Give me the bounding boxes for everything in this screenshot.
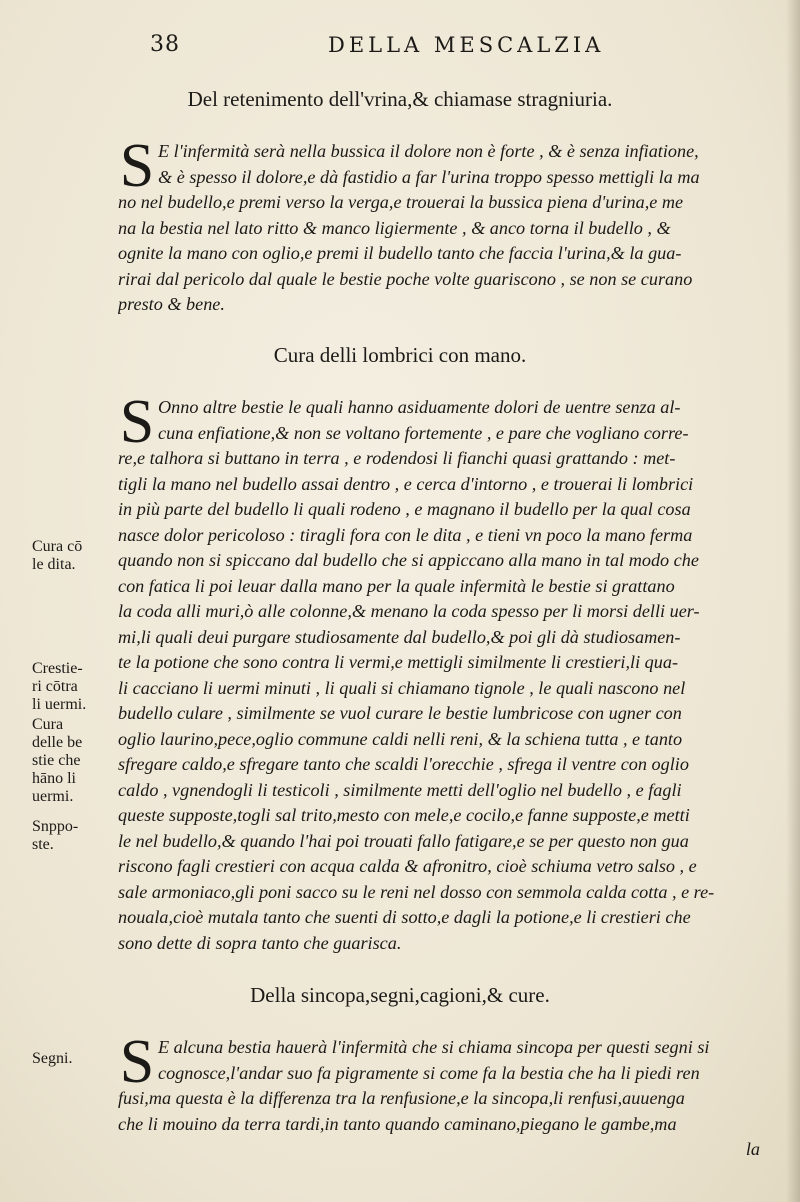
text-line: tigli la mano nel budello assai dentro , e cerca d'intorno , e trouerai li lombrici: [118, 473, 694, 494]
text-line: le nel budello,& quando l'hai poi trouati fallo fatigare,e se per questo non gua: [118, 830, 689, 851]
text-line: budello culare , similmente se vuol curare le bestie lumbricose con ugner con: [118, 703, 682, 723]
text-line: rirai dal pericolo dal quale le bestie poche volte guariscono , se non se curano: [118, 268, 693, 289]
text-line: sfregare caldo,e sfregare tanto che scaldi l'orecchie , sfrega il ventre con oglio: [118, 754, 689, 774]
text-line: oglio laurino,pece,oglio commune caldi nelli reni, & la schiena tutta , e tanto: [118, 728, 683, 749]
margin-note-supposte: [32, 818, 116, 854]
text-line: mi,li quali deui purgare studiosamente dal budello,& poi gli dà studiosamen-: [118, 626, 681, 647]
margin-note-cura-delle-bestie: [32, 716, 116, 806]
margin-note-line: Segni.: [32, 1050, 73, 1067]
margin-note-crestieri: [32, 660, 116, 714]
text-line: ognite la mano con oglio,e premi il budello tanto che faccia l'urina,& la gua-: [118, 243, 682, 263]
drop-cap: S: [119, 1028, 155, 1096]
text-line: E alcuna bestia hauerà l'infermità che si chiama sincopa per questi segni si: [158, 1037, 710, 1057]
text-line: fusi,ma questa è la differenza tra la renfusione,e la sincopa,li renfusi,auuenga: [118, 1088, 685, 1108]
margin-note-cura-co-le-dita: [32, 538, 116, 574]
margin-note-line: li uermi.: [32, 696, 87, 713]
text-line: te la potione che sono contra li vermi,e mettigli similmente li crestieri,li qua-: [118, 652, 679, 672]
margin-note-line: hāno li: [32, 770, 76, 787]
text-line: cognosce,l'andar suo fa pigramente si come fa la bestia che ha li piedi ren: [158, 1062, 700, 1083]
margin-note-segni: [32, 1050, 116, 1068]
text-line: caldo , vgnendogli li testicoli , similmente metti dell'oglio nel budello , e fagli: [118, 779, 682, 800]
drop-cap: S: [119, 132, 155, 200]
text-line: che li mouino da terra tardi,in tanto quando caminano,piegano le gambe,ma: [118, 1113, 677, 1134]
text-line: queste supposte,togli sal trito,mesto con mele,e cocilo,e fanne supposte,e metti: [118, 805, 690, 825]
text-line: nasce dolor pericoloso : tiragli fora con le dita , e tieni vn poco la mano ferma: [118, 524, 693, 545]
section-heading-lombrici: Cura delli lombrici con mano.: [273, 343, 527, 367]
section-body-stragniuria: [118, 139, 790, 318]
text-line: nouala,cioè mutala tanto che suenti di sotto,e dagli la potione,e li crestieri che: [118, 907, 691, 927]
margin-note-line: stie che: [32, 752, 81, 769]
text-line: presto & bene.: [118, 294, 225, 314]
text-line: cuna enfiatione,& non se voltano fortemente , e pare che vogliano corre-: [158, 422, 689, 443]
section-body-sincopa: [118, 1035, 790, 1163]
section-body-lombrici: [118, 395, 790, 956]
page-number: 38: [150, 32, 180, 57]
section-heading-sincopa: Della sincopa,segni,cagioni,& cure.: [250, 983, 550, 1007]
text-line: sale armoniaco,gli poni sacco su le reni nel dosso con semmola calda cotta , e re-: [118, 881, 715, 902]
margin-note-line: ri cōtra: [32, 678, 78, 695]
drop-cap: S: [119, 388, 155, 456]
text-line: con fatica li poi leuar dalla mano per la quale infermità le bestie si grattano: [118, 575, 675, 596]
margin-note-line: Cura: [32, 716, 64, 733]
text-line: re,e talhora si buttano in terra , e rodendosi li fianchi quasi grattando : met-: [118, 448, 676, 468]
margin-note-line: delle be: [32, 734, 83, 751]
text-line: na la bestia nel lato ritto & manco ligiermente , & anco torna il budello , &: [118, 217, 671, 238]
text-line: in più parte del budello li quali rodeno , e magnano il budello per la qual cosa: [118, 499, 691, 519]
text-line: Onno altre bestie le quali hanno asiduamente dolori de uentre senza al-: [158, 397, 681, 417]
margin-note-line: Snppo-: [32, 818, 79, 835]
text-line: E l'infermità serà nella bussica il dolore non è forte , & è senza infiatione,: [158, 141, 699, 161]
section-heading-stragniuria: Del retenimento dell'vrina,& chiamase stragniuria.: [187, 87, 613, 111]
margin-note-line: Crestie-: [32, 660, 83, 677]
text-line: & è spesso il dolore,e dà fastidio a far l'urina troppo spesso mettigli la ma: [158, 166, 700, 187]
margin-note-line: uermi.: [32, 788, 74, 805]
page-header: [150, 30, 630, 66]
text-line: la coda alli muri,ò alle colonne,& menano la coda spesso per li morsi delli uer-: [118, 601, 700, 621]
text-line: riscono fagli crestieri con acqua calda & afronitro, cioè schiuma vetro salso , e: [118, 856, 697, 876]
margin-note-line: le dita.: [32, 556, 76, 573]
text-line: quando non si spiccano dal budello che si appiccano alla mano in tal modo che: [118, 550, 699, 570]
text-line: sono dette di sopra tanto che guarisca.: [118, 932, 402, 953]
margin-note-line: Cura cō: [32, 538, 83, 555]
text-line: no nel budello,e premi verso la verga,e trouerai la bussica piena d'urina,e me: [118, 192, 684, 212]
catchword: la: [745, 1139, 760, 1159]
running-title: DELLA MESCALZIA: [328, 33, 605, 57]
text-line: li cacciano li uermi minuti , li quali si chiamano tignole , le quali nascono nel: [118, 677, 686, 698]
margin-note-line: ste.: [32, 836, 54, 853]
